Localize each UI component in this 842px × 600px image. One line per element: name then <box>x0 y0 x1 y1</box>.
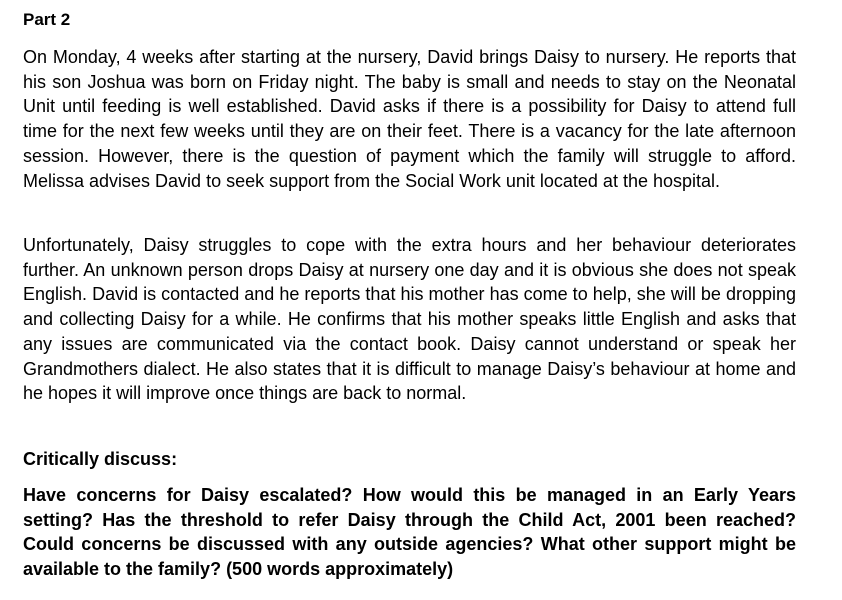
paragraph-scenario-2: Unfortunately, Daisy struggles to cope with the extra hours and her behaviour deteriorates further. An unknown person drops Daisy at nursery one day and it is obvious she does not speak English. David is contacted and he reports that his mother has come to help, she will be dropping and collecting Daisy for a while. He confirms that his mother speaks little English and asks that any issues are communicated via the contact book. Daisy cannot understand or speak her Grandmothers dialect. He also states that it is difficult to manage Daisy’s behaviour at home and he hopes it will improve once things are back to normal. <box>23 235 796 404</box>
task-label: Critically discuss: <box>23 449 178 469</box>
task-questions: Have concerns for Daisy escalated? How would this be managed in an Early Years setting? Has the threshold to refer Daisy through the Child Act, 2001 been reached? Could concerns be discussed with any outside agencies? What other support might be available to the family? (500 words approximately) <box>23 485 796 580</box>
paragraph-scenario-1: On Monday, 4 weeks after starting at the nursery, David brings Daisy to nursery. He reports that his son Joshua was born on Friday night. The baby is small and needs to stay on the Neonatal Unit until feeding is well established. David asks if there is a possibility for Daisy to attend full time for the next few weeks until they are on their feet. There is a vacancy for the late afternoon session. However, there is the question of payment which the family will struggle to afford. Melissa advises David to seek support from the Social Work unit located at the hospital. <box>23 47 796 191</box>
section-heading: Part 2 <box>23 10 71 29</box>
